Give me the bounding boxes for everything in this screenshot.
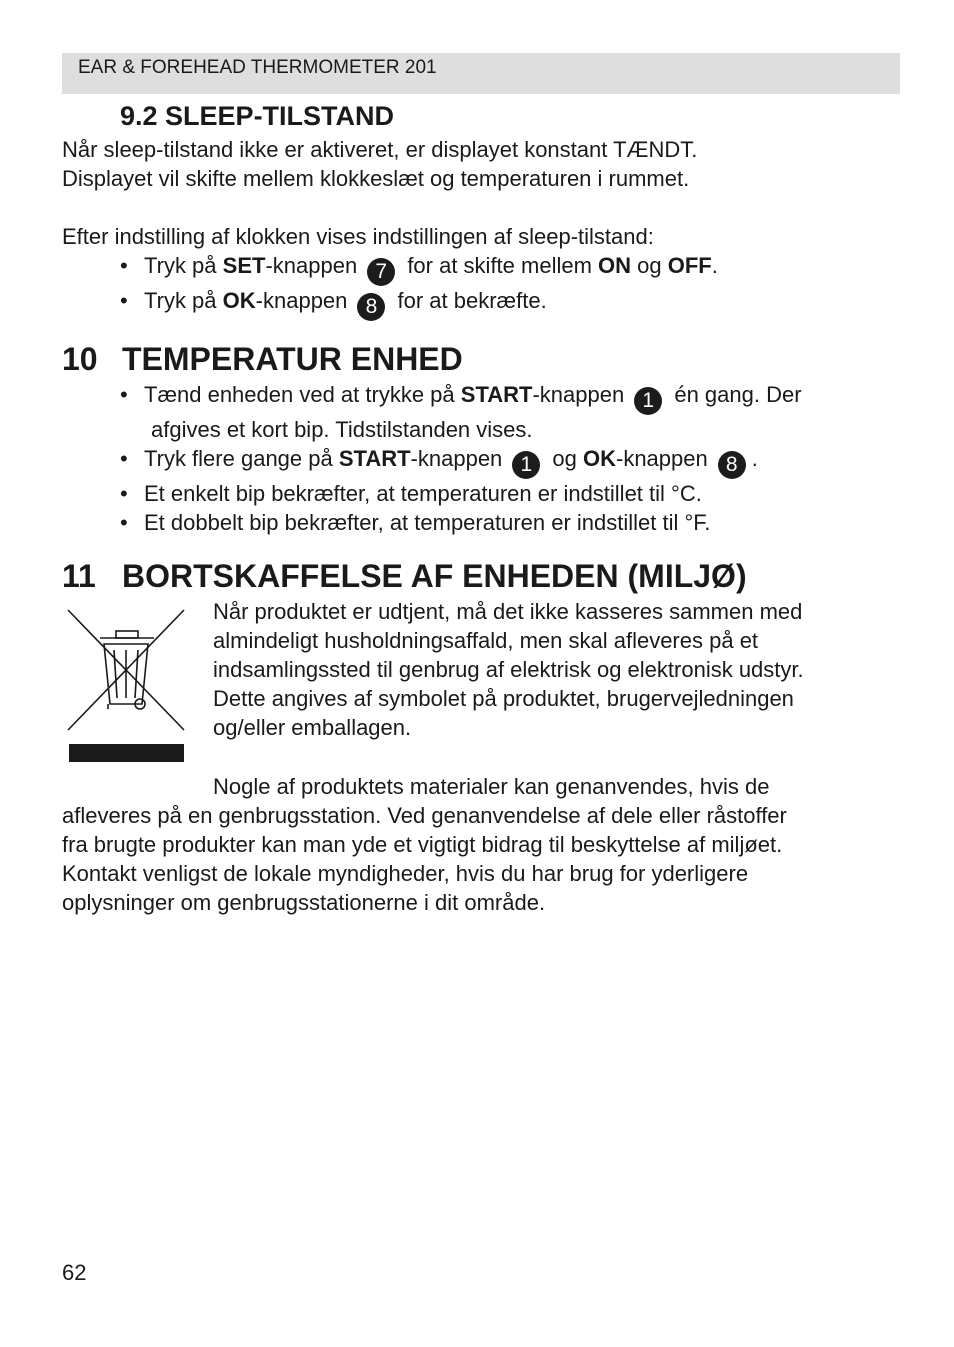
paragraph-line: oplysninger om genbrugsstationerne i dit område. — [62, 890, 546, 915]
section-9-2-bullets — [118, 251, 718, 321]
list-item: • Tryk flere gange på START-knappen 1 og OK-knappen 8 . — [118, 444, 802, 479]
paragraph-line: og/eller emballagen. — [213, 715, 412, 740]
section-9-2-intro — [62, 222, 654, 251]
paragraph-line: Nogle af produktets materialer kan genanvendes, hvis de — [213, 774, 770, 799]
section-number: 10 — [62, 341, 98, 377]
button-7-badge-icon: 7 — [367, 258, 395, 286]
paragraph-line: Kontakt venligst de lokale myndigheder, hvis du har brug for yderligere — [62, 861, 749, 886]
button-8-badge-icon: 8 — [718, 451, 746, 479]
section-11-heading — [62, 556, 747, 596]
section-number: 11 — [62, 558, 96, 594]
paragraph-line: indsamlingssted til genbrug af elektrisk og elektronisk udstyr. — [213, 657, 804, 682]
section-title: TEMPERATUR ENHED — [122, 341, 463, 377]
paragraph-line: almindeligt husholdningsaffald, men skal afleveres på et — [213, 628, 759, 653]
page-number: 62 — [62, 1260, 87, 1285]
paragraph-line: fra brugte produkter kan man yde et vigtigt bidrag til beskyttelse af miljøet. — [62, 832, 783, 857]
paragraph-line: Når produktet er udtjent, må det ikke kasseres sammen med — [213, 599, 803, 624]
intro-line: Efter indstilling af klokken vises indstillingen af sleep-tilstand: — [62, 224, 654, 249]
list-item: • Et dobbelt bip bekræfter, at temperaturen er indstillet til °F. — [118, 508, 802, 537]
crossed-out-wheelie-bin-icon — [64, 604, 188, 766]
section-10-heading — [62, 339, 463, 379]
section-11-side-text — [213, 597, 804, 742]
header-title: EAR & FOREHEAD THERMOMETER 201 — [78, 57, 437, 78]
paragraph-line: Displayet vil skifte mellem klokkeslæt og temperaturen i rummet. — [62, 166, 690, 191]
section-10-bullets — [118, 380, 802, 537]
section-9-2-heading: 9.2 SLEEP-TILSTAND — [120, 101, 395, 131]
paragraph-line: afleveres på en genbrugsstation. Ved genanvendelse af dele eller råstoffer — [62, 803, 787, 828]
list-item: • Tryk på SET-knappen 7 for at skifte mellem ON og OFF. — [118, 251, 718, 286]
list-item: • Tryk på OK-knappen 8 for at bekræfte. — [118, 286, 718, 321]
running-header — [62, 53, 900, 94]
button-1-badge-icon: 1 — [634, 387, 662, 415]
paragraph-line: Når sleep-tilstand ikke er aktiveret, er displayet konstant TÆNDT. — [62, 137, 698, 162]
section-11-paragraph — [62, 772, 787, 917]
list-item-continuation: afgives et kort bip. Tidstilstanden vises. — [151, 417, 533, 442]
list-item: • Et enkelt bip bekræfter, at temperaturen er indstillet til °C. — [118, 479, 802, 508]
section-title: BORTSKAFFELSE AF ENHEDEN (MILJØ) — [122, 558, 747, 594]
section-9-2-paragraph — [62, 135, 697, 193]
button-8-badge-icon: 8 — [357, 293, 385, 321]
button-1-badge-icon: 1 — [512, 451, 540, 479]
list-item: • Tænd enheden ved at trykke på START-knappen 1 én gang. Der afgives et kort bip. Tidstilstanden vises. — [118, 380, 802, 444]
paragraph-line: Dette angives af symbolet på produktet, brugervejledningen — [213, 686, 794, 711]
